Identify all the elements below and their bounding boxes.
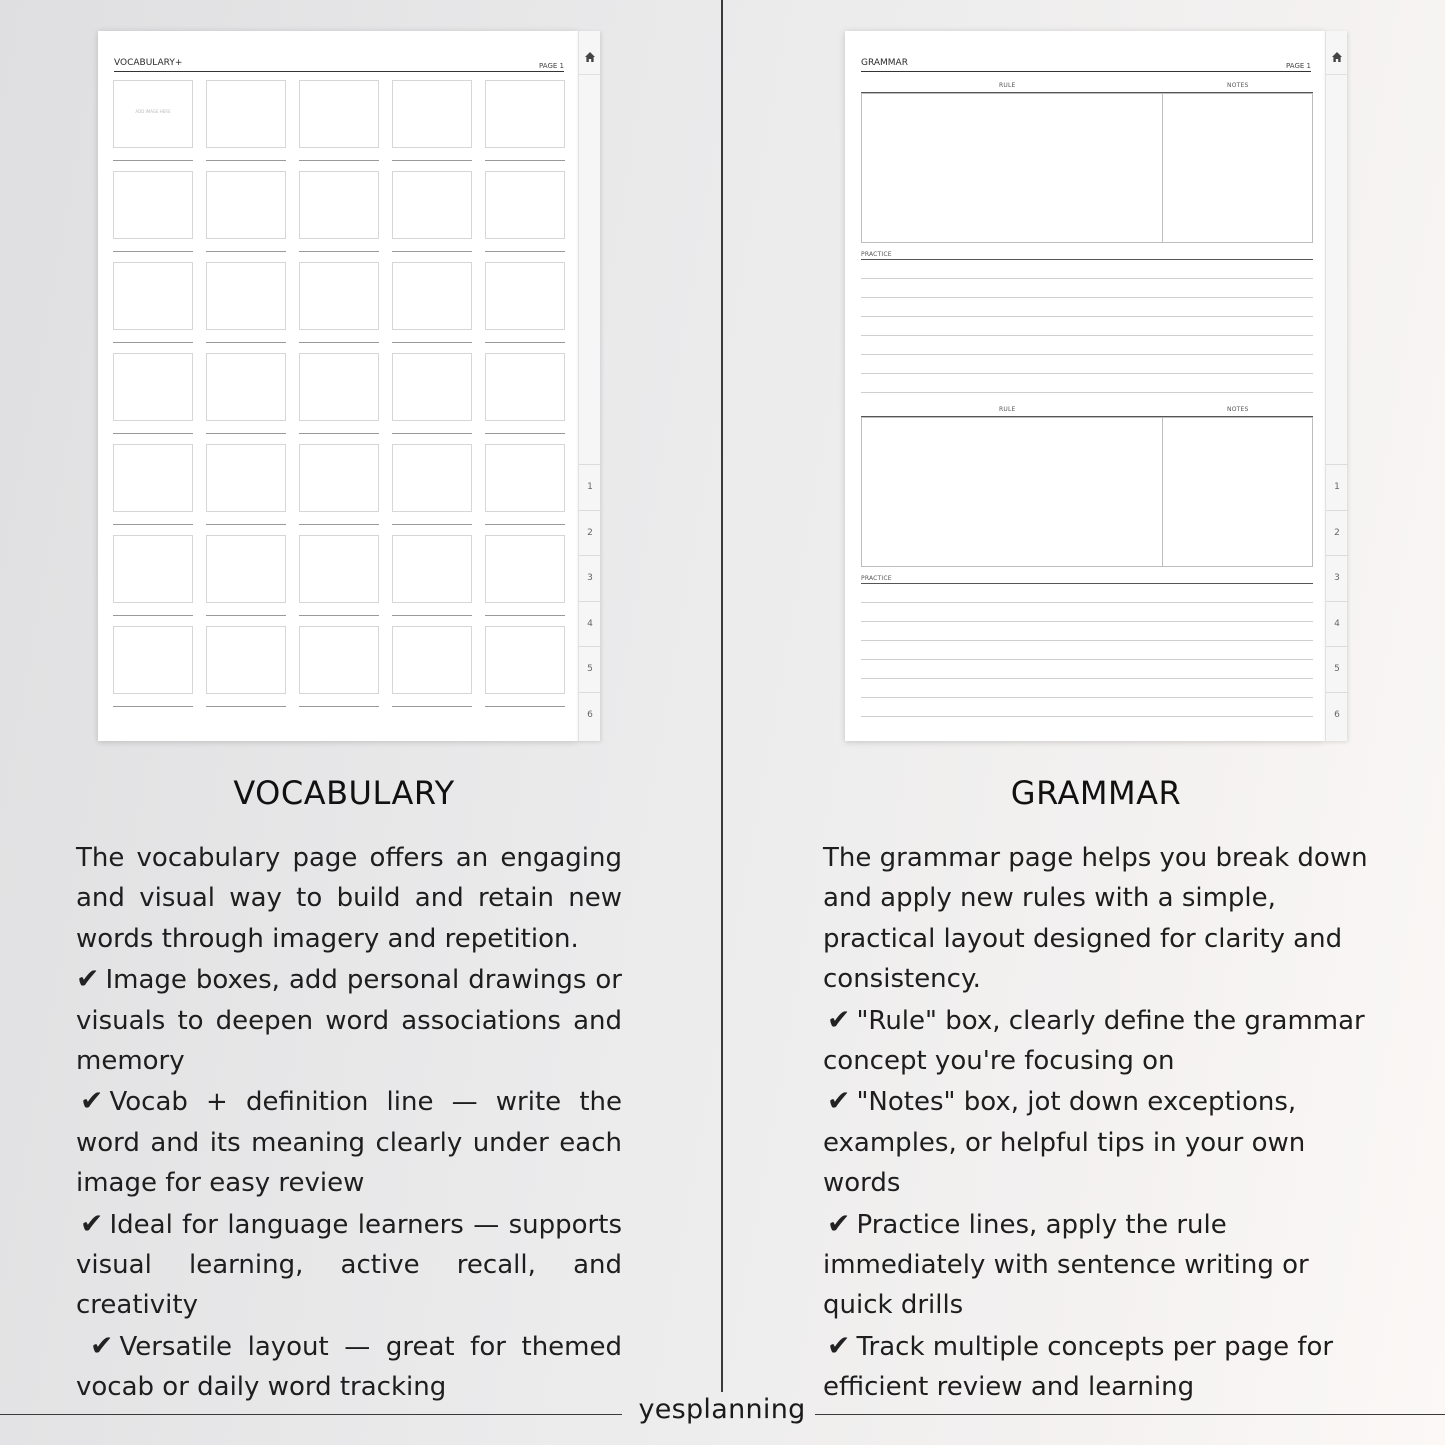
grammar-tab-strip bbox=[1325, 31, 1347, 741]
feature-item: ✔ Versatile layout — great for themed vocab or daily word tracking bbox=[76, 1326, 622, 1408]
vocabulary-intro: The vocabulary page offers an engaging and visual way to build and retain new words through imagery and repetition. bbox=[76, 843, 622, 954]
rule-header: RULE bbox=[999, 82, 1016, 89]
practice-line[interactable] bbox=[861, 640, 1313, 641]
vocab-definition-line[interactable] bbox=[113, 433, 193, 434]
feature-item: ✔ "Rule" box, clearly define the grammar concept you're focusing on bbox=[823, 1000, 1383, 1082]
brand-name: yesplanning bbox=[638, 1394, 806, 1425]
image-box[interactable] bbox=[485, 80, 565, 148]
image-box[interactable] bbox=[299, 262, 379, 330]
rule-header: RULE bbox=[999, 406, 1016, 413]
grammar-page-preview bbox=[845, 31, 1325, 741]
grammar-intro: The grammar page helps you break down and apply new rules with a simple, practical layout designed for clarity and consistency. bbox=[823, 843, 1368, 995]
image-box[interactable] bbox=[392, 535, 472, 603]
image-box[interactable] bbox=[299, 353, 379, 421]
tab-3[interactable]: 3 bbox=[1326, 555, 1348, 600]
vocab-definition-line[interactable] bbox=[299, 342, 379, 343]
tab-6[interactable]: 6 bbox=[1326, 692, 1348, 737]
image-box[interactable] bbox=[485, 262, 565, 330]
image-box[interactable] bbox=[206, 80, 286, 148]
image-box[interactable] bbox=[299, 80, 379, 148]
check-icon: ✔ bbox=[827, 1002, 851, 1036]
vocab-definition-line[interactable] bbox=[113, 706, 193, 707]
footer-rule-right bbox=[815, 1414, 1445, 1415]
tab-4[interactable]: 4 bbox=[1326, 601, 1348, 646]
vocab-definition-line[interactable] bbox=[206, 160, 286, 161]
image-box[interactable] bbox=[113, 626, 193, 694]
vocab-definition-line[interactable] bbox=[113, 615, 193, 616]
tab-5[interactable]: 5 bbox=[579, 646, 601, 691]
image-box[interactable] bbox=[113, 171, 193, 239]
image-box[interactable] bbox=[299, 444, 379, 512]
tab-2[interactable]: 2 bbox=[579, 510, 601, 555]
vocab-definition-line[interactable] bbox=[392, 251, 472, 252]
vocab-definition-line[interactable] bbox=[113, 342, 193, 343]
section-rule bbox=[861, 259, 1313, 260]
vocab-definition-line[interactable] bbox=[485, 615, 565, 616]
tab-4[interactable]: 4 bbox=[579, 601, 601, 646]
vocab-definition-line[interactable] bbox=[392, 524, 472, 525]
feature-item: ✔ Track multiple concepts per page for efficient review and learning bbox=[823, 1326, 1383, 1408]
practice-line[interactable] bbox=[861, 335, 1313, 336]
column-divider bbox=[721, 0, 723, 1392]
check-icon: ✔ bbox=[90, 1328, 114, 1362]
image-box[interactable] bbox=[392, 262, 472, 330]
image-box[interactable] bbox=[485, 444, 565, 512]
image-box[interactable] bbox=[206, 444, 286, 512]
tab-3[interactable]: 3 bbox=[579, 555, 601, 600]
feature-item: ✔ Practice lines, apply the rule immediately with sentence writing or quick drills bbox=[823, 1204, 1383, 1326]
image-box[interactable] bbox=[392, 171, 472, 239]
practice-line[interactable] bbox=[861, 278, 1313, 279]
vocab-definition-line[interactable] bbox=[206, 342, 286, 343]
vocab-definition-line[interactable] bbox=[206, 251, 286, 252]
vocab-definition-line[interactable] bbox=[113, 160, 193, 161]
header-rule bbox=[861, 71, 1311, 72]
footer-rule-left bbox=[0, 1414, 622, 1415]
vocab-definition-line[interactable] bbox=[392, 706, 472, 707]
home-icon bbox=[584, 51, 596, 63]
image-box[interactable] bbox=[206, 171, 286, 239]
practice-line[interactable] bbox=[861, 659, 1313, 660]
vocab-definition-line[interactable] bbox=[113, 524, 193, 525]
vocab-definition-line[interactable] bbox=[299, 251, 379, 252]
grammar-heading: GRAMMAR bbox=[1010, 774, 1182, 812]
page-title: GRAMMAR bbox=[861, 58, 908, 68]
vocab-definition-line[interactable] bbox=[299, 433, 379, 434]
tab-6[interactable]: 6 bbox=[579, 692, 601, 737]
image-box[interactable] bbox=[206, 353, 286, 421]
vocabulary-tab-strip bbox=[578, 31, 600, 741]
page-number: PAGE 1 bbox=[539, 62, 564, 70]
practice-line[interactable] bbox=[861, 621, 1313, 622]
check-icon: ✔ bbox=[827, 1328, 851, 1362]
vocab-definition-line[interactable] bbox=[485, 251, 565, 252]
vocab-definition-line[interactable] bbox=[485, 524, 565, 525]
practice-line[interactable] bbox=[861, 354, 1313, 355]
vocabulary-description bbox=[76, 838, 622, 1408]
image-box[interactable] bbox=[392, 444, 472, 512]
notes-header: NOTES bbox=[1227, 82, 1249, 89]
vocab-definition-line[interactable] bbox=[206, 524, 286, 525]
home-tab[interactable] bbox=[579, 39, 601, 75]
vocab-definition-line[interactable] bbox=[206, 706, 286, 707]
image-box[interactable] bbox=[113, 535, 193, 603]
practice-line[interactable] bbox=[861, 297, 1313, 298]
check-icon: ✔ bbox=[76, 962, 100, 996]
check-icon: ✔ bbox=[80, 1206, 104, 1240]
practice-line[interactable] bbox=[861, 316, 1313, 317]
vocab-definition-line[interactable] bbox=[485, 433, 565, 434]
feature-item: ✔ Ideal for language learners — supports visual learning, active recall, and creativity bbox=[76, 1204, 622, 1326]
image-box[interactable] bbox=[206, 535, 286, 603]
image-box[interactable] bbox=[485, 353, 565, 421]
rule-notes-box[interactable] bbox=[861, 93, 1313, 243]
section-rule bbox=[861, 583, 1313, 584]
feature-item: ✔ Vocab + definition line — write the word and its meaning clearly under each image for easy review bbox=[76, 1081, 622, 1203]
vocab-definition-line[interactable] bbox=[392, 160, 472, 161]
vocab-definition-line[interactable] bbox=[392, 615, 472, 616]
vocabulary-heading: VOCABULARY bbox=[233, 774, 455, 812]
vocab-definition-line[interactable] bbox=[392, 342, 472, 343]
image-box[interactable] bbox=[485, 535, 565, 603]
image-box[interactable] bbox=[113, 80, 193, 148]
image-box[interactable] bbox=[113, 262, 193, 330]
image-box[interactable] bbox=[206, 262, 286, 330]
header-rule bbox=[114, 71, 564, 72]
practice-header: PRACTICE bbox=[861, 251, 892, 258]
vocab-definition-line[interactable] bbox=[299, 524, 379, 525]
image-box[interactable] bbox=[485, 626, 565, 694]
feature-item: ✔ Image boxes, add personal drawings or visuals to deepen word associations and memory bbox=[76, 959, 622, 1081]
image-box[interactable] bbox=[392, 80, 472, 148]
rule-notes-box[interactable] bbox=[861, 417, 1313, 567]
vocab-definition-line[interactable] bbox=[485, 706, 565, 707]
vocab-definition-line[interactable] bbox=[485, 342, 565, 343]
practice-line[interactable] bbox=[861, 678, 1313, 679]
image-box[interactable] bbox=[299, 171, 379, 239]
vocab-definition-line[interactable] bbox=[299, 615, 379, 616]
practice-line[interactable] bbox=[861, 373, 1313, 374]
check-icon: ✔ bbox=[827, 1206, 851, 1240]
check-icon: ✔ bbox=[80, 1084, 104, 1118]
vocab-definition-line[interactable] bbox=[206, 433, 286, 434]
box-divider bbox=[1162, 94, 1163, 242]
image-box[interactable] bbox=[113, 353, 193, 421]
practice-line[interactable] bbox=[861, 716, 1313, 717]
practice-line[interactable] bbox=[861, 602, 1313, 603]
image-box[interactable] bbox=[299, 535, 379, 603]
vocab-definition-line[interactable] bbox=[485, 160, 565, 161]
tab-2[interactable]: 2 bbox=[1326, 510, 1348, 555]
grammar-description bbox=[823, 838, 1383, 1408]
tab-5[interactable]: 5 bbox=[1326, 646, 1348, 691]
check-icon: ✔ bbox=[827, 1084, 851, 1118]
box-divider bbox=[1162, 418, 1163, 566]
notes-header: NOTES bbox=[1227, 406, 1249, 413]
practice-line[interactable] bbox=[861, 392, 1313, 393]
image-box[interactable] bbox=[392, 353, 472, 421]
vocab-definition-line[interactable] bbox=[206, 615, 286, 616]
practice-line[interactable] bbox=[861, 697, 1313, 698]
home-icon bbox=[1331, 51, 1343, 63]
vocab-definition-line[interactable] bbox=[113, 251, 193, 252]
feature-item: ✔ "Notes" box, jot down exceptions, examples, or helpful tips in your own words bbox=[823, 1081, 1383, 1203]
image-placeholder-text: ADD IMAGE HERE bbox=[135, 109, 171, 114]
vocabulary-page-preview bbox=[98, 31, 578, 741]
vocab-definition-line[interactable] bbox=[392, 433, 472, 434]
home-tab[interactable] bbox=[1326, 39, 1348, 75]
image-box[interactable] bbox=[299, 626, 379, 694]
practice-header: PRACTICE bbox=[861, 575, 892, 582]
image-box[interactable] bbox=[206, 626, 286, 694]
tab-1[interactable]: 1 bbox=[579, 464, 601, 509]
page-number: PAGE 1 bbox=[1286, 62, 1311, 70]
page-title: VOCABULARY+ bbox=[114, 58, 183, 68]
image-box[interactable] bbox=[485, 171, 565, 239]
vocab-definition-line[interactable] bbox=[299, 706, 379, 707]
image-box[interactable] bbox=[392, 626, 472, 694]
image-box[interactable] bbox=[113, 444, 193, 512]
tab-1[interactable]: 1 bbox=[1326, 464, 1348, 509]
vocab-definition-line[interactable] bbox=[299, 160, 379, 161]
